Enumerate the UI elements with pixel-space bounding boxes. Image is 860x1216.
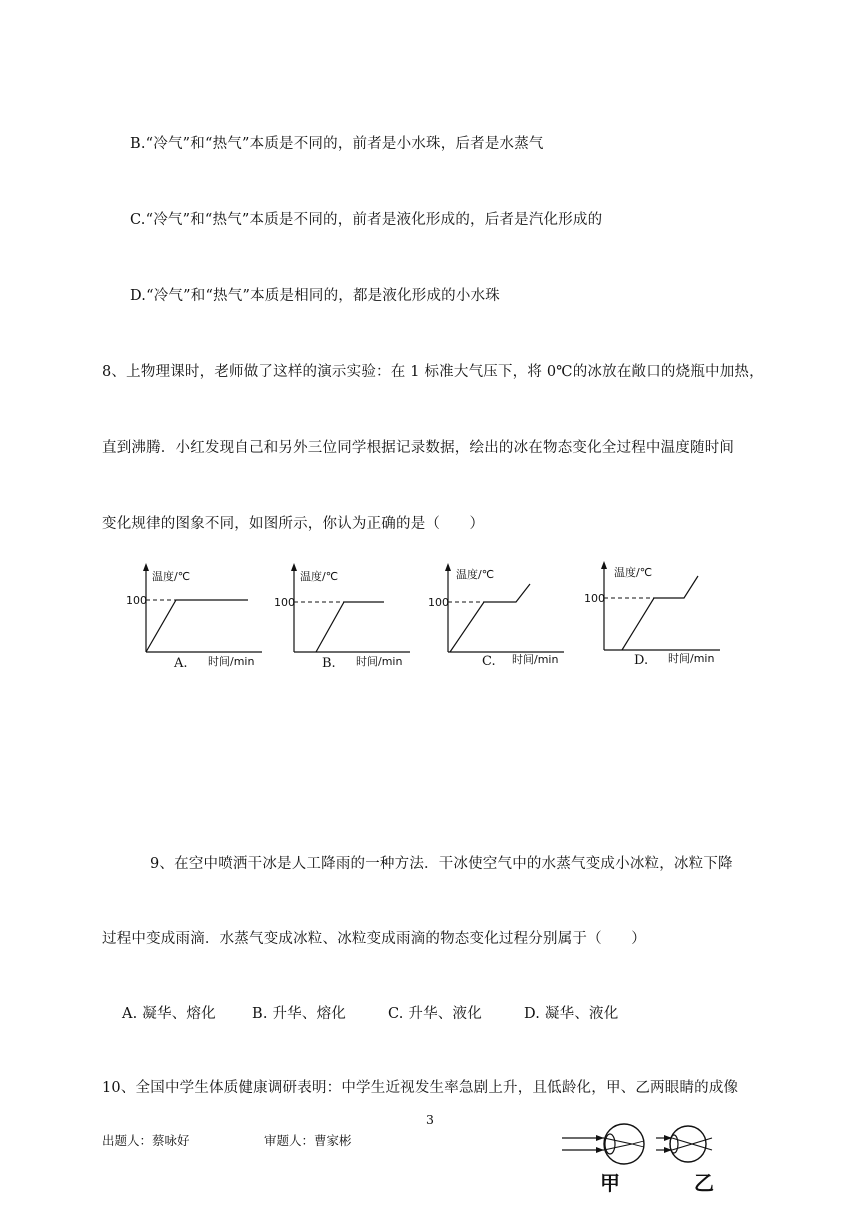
graph-c-tick-100: 100: [428, 596, 449, 609]
eye-label-yi: 乙: [694, 1171, 714, 1195]
graph-d-label: D.: [634, 653, 649, 668]
q9-line-2: 过程中变成雨滴．水蒸气变成冰粒、冰粒变成雨滴的物态变化过程分别属于（ ）: [102, 931, 646, 947]
graph-c-label: C.: [482, 654, 496, 669]
eye-label-jia: 甲: [600, 1171, 620, 1195]
q10-line-1: 10、全国中学生体质健康调研表明：中学生近视发生率急剧上升，且低龄化，甲、乙两眼睛的成像: [102, 1080, 739, 1096]
graph-b: [274, 560, 418, 676]
graph-d-x-label: 时间/min: [668, 652, 715, 665]
graph-c-x-label: 时间/min: [512, 653, 559, 666]
graph-b-y-label: 温度/℃: [300, 570, 339, 583]
graph-c-y-label: 温度/℃: [456, 568, 495, 581]
graph-d-tick-100: 100: [584, 592, 605, 605]
graph-c: [428, 560, 572, 676]
graph-a-label: A.: [174, 656, 188, 671]
footer-author: 出题人：蔡咏好: [102, 1133, 190, 1148]
q8-line-1: 8、上物理课时，老师做了这样的演示实验：在 1 标准大气压下，将 0℃的冰放在敞口的烧瓶中加热，: [102, 364, 764, 380]
graph-b-tick-100: 100: [274, 596, 295, 609]
graph-a: [126, 560, 270, 676]
q7-option-d: D.“冷气”和“热气”本质是相同的，都是液化形成的小水珠: [130, 288, 500, 304]
graph-a-y-label: 温度/℃: [152, 570, 191, 583]
graph-d: [584, 560, 728, 676]
graph-a-tick-100: 100: [126, 594, 147, 607]
q9-option-d: D. 凝华、液化: [524, 1006, 619, 1022]
graph-b-x-label: 时间/min: [356, 655, 403, 668]
graph-d-y-label: 温度/℃: [614, 566, 653, 579]
q9-option-c: C. 升华、液化: [388, 1006, 482, 1022]
q9-option-a: A. 凝华、熔化: [122, 1006, 216, 1022]
page-number: 3: [426, 1112, 434, 1127]
q9-line-1: 9、在空中喷洒干冰是人工降雨的一种方法．干冰使空气中的水蒸气变成小冰粒，冰粒下降: [150, 856, 733, 872]
footer-reviewer: 审题人：曹家彬: [264, 1133, 352, 1148]
q8-line-2: 直到沸腾．小红发现自己和另外三位同学根据记录数据，绘出的冰在物态变化全过程中温度随时间: [102, 440, 735, 456]
q7-option-b: B.“冷气”和“热气”本质是不同的，前者是小水珠，后者是水蒸气: [130, 136, 544, 152]
q8-line-3: 变化规律的图象不同，如图所示，你认为正确的是（ ）: [102, 516, 485, 532]
graph-a-x-label: 时间/min: [208, 655, 255, 668]
graph-b-label: B.: [322, 656, 336, 671]
eye-diagram-jia: [562, 1124, 644, 1195]
eye-diagram-yi: [656, 1126, 714, 1195]
eye-diagrams: [560, 1112, 740, 1212]
q9-option-b: B. 升华、熔化: [252, 1006, 346, 1022]
q7-option-c: C.“冷气”和“热气”本质是不同的，前者是液化形成的，后者是汽化形成的: [130, 212, 603, 228]
